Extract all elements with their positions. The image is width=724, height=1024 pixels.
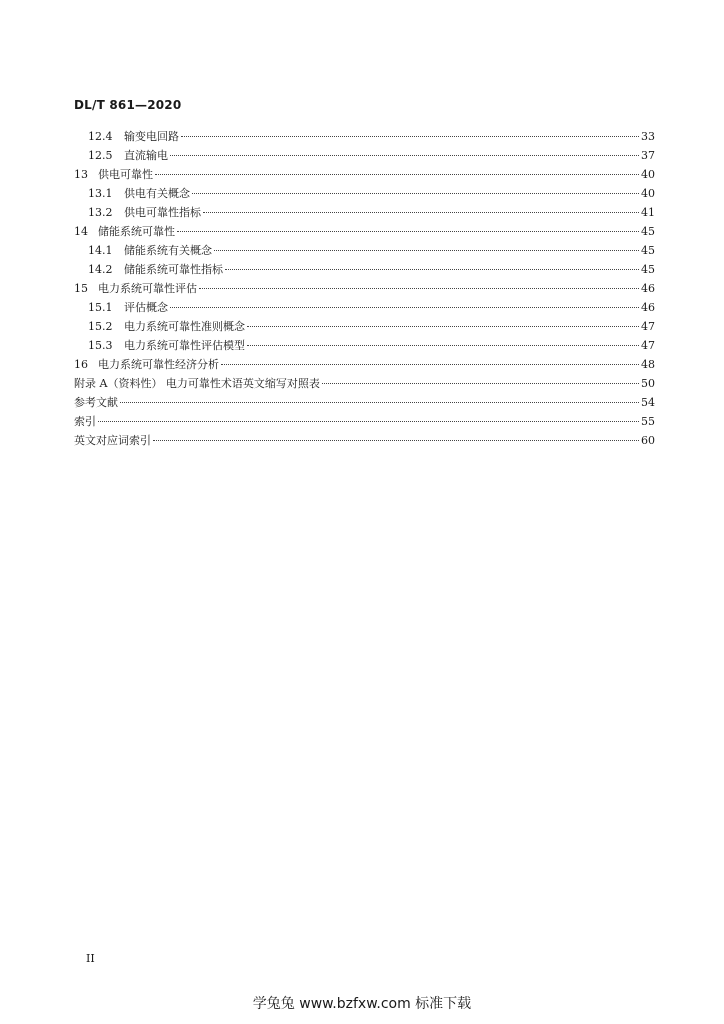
toc-entry[interactable]	[74, 146, 655, 165]
toc-entry[interactable]	[74, 412, 655, 431]
toc-leader-dots	[203, 211, 639, 213]
toc-entry-title: 储能系统可靠性	[98, 225, 175, 238]
toc-entry[interactable]	[74, 393, 655, 412]
toc-entry-number: 12.5	[88, 149, 113, 162]
toc-entry-number: 15	[74, 282, 88, 295]
toc-leader-dots	[221, 363, 639, 365]
toc-entry-title: 索引	[74, 415, 96, 428]
toc-entry-number: 15.2	[88, 320, 113, 333]
toc-entry-number: 13.2	[88, 206, 113, 219]
toc-entry[interactable]	[74, 336, 655, 355]
toc-entry-number: 14.1	[88, 244, 113, 257]
toc-entry-title: 评估概念	[124, 301, 168, 314]
toc-entry-page: 47	[641, 339, 655, 352]
toc-entry-title: 电力系统可靠性准则概念	[124, 320, 245, 333]
toc-entry-page: 41	[641, 206, 655, 219]
toc-entry-title: 电力系统可靠性经济分析	[98, 358, 219, 371]
toc-entry-page: 37	[641, 149, 655, 162]
toc-entry-page: 46	[641, 282, 655, 295]
toc-entry-number: 12.4	[88, 130, 113, 143]
toc-entry-title: 储能系统有关概念	[124, 244, 212, 257]
toc-entry-title: 电力系统可靠性评估	[98, 282, 197, 295]
page-number: II	[86, 952, 95, 965]
toc-leader-dots	[120, 401, 639, 403]
toc-entry-number: 16	[74, 358, 88, 371]
toc-entry-page: 40	[641, 168, 655, 181]
toc-entry-page: 55	[641, 415, 655, 428]
toc-entry[interactable]	[74, 374, 655, 393]
watermark-text: 学兔兔 www.bzfxw.com 标准下载	[252, 996, 472, 1012]
toc-leader-dots	[155, 173, 639, 175]
toc-entry-title: 附录 A（资料性） 电力可靠性术语英文缩写对照表	[74, 377, 320, 390]
toc-entry[interactable]	[74, 298, 655, 317]
toc-entry-number: 15.1	[88, 301, 113, 314]
toc-entry[interactable]	[74, 279, 655, 298]
toc-entry-title: 输变电回路	[124, 130, 179, 143]
toc-entry[interactable]	[74, 203, 655, 222]
toc-leader-dots	[181, 135, 639, 137]
toc-leader-dots	[322, 382, 639, 384]
toc-entry-number: 13	[74, 168, 88, 181]
toc-entry[interactable]	[74, 184, 655, 203]
toc-leader-dots	[170, 306, 639, 308]
toc-entry-title: 供电有关概念	[124, 187, 190, 200]
toc-entry-number: 15.3	[88, 339, 113, 352]
toc-entry[interactable]	[74, 260, 655, 279]
toc-leader-dots	[177, 230, 639, 232]
toc-entry[interactable]	[74, 127, 655, 146]
toc-entry-title: 供电可靠性	[98, 168, 153, 181]
toc-entry[interactable]	[74, 241, 655, 260]
toc-leader-dots	[247, 325, 639, 327]
toc-entry-title: 储能系统可靠性指标	[124, 263, 223, 276]
table-of-contents	[74, 127, 655, 450]
toc-entry-title: 直流输电	[124, 149, 168, 162]
toc-entry-number: 14.2	[88, 263, 113, 276]
toc-entry[interactable]	[74, 317, 655, 336]
toc-leader-dots	[153, 439, 639, 441]
toc-entry[interactable]	[74, 222, 655, 241]
toc-entry-page: 50	[641, 377, 655, 390]
toc-entry-page: 45	[641, 263, 655, 276]
toc-leader-dots	[192, 192, 639, 194]
toc-entry-number: 13.1	[88, 187, 113, 200]
toc-entry-page: 45	[641, 225, 655, 238]
toc-entry[interactable]	[74, 431, 655, 450]
toc-leader-dots	[247, 344, 639, 346]
toc-entry-number: 14	[74, 225, 88, 238]
toc-entry-page: 47	[641, 320, 655, 333]
toc-leader-dots	[170, 154, 639, 156]
toc-entry-page: 46	[641, 301, 655, 314]
toc-entry[interactable]	[74, 165, 655, 184]
toc-entry-page: 54	[641, 396, 655, 409]
toc-leader-dots	[199, 287, 639, 289]
toc-entry-page: 33	[641, 130, 655, 143]
toc-entry-page: 60	[641, 434, 655, 447]
toc-entry-title: 供电可靠性指标	[124, 206, 201, 219]
toc-entry-page: 48	[641, 358, 655, 371]
toc-entry-page: 40	[641, 187, 655, 200]
toc-entry-title: 英文对应词索引	[74, 434, 151, 447]
toc-leader-dots	[225, 268, 639, 270]
toc-entry-title: 参考文献	[74, 396, 118, 409]
toc-leader-dots	[214, 249, 639, 251]
toc-leader-dots	[98, 420, 639, 422]
toc-entry-title: 电力系统可靠性评估模型	[124, 339, 245, 352]
document-code-header: DL/T 861—2020	[74, 98, 182, 112]
toc-entry-page: 45	[641, 244, 655, 257]
toc-entry[interactable]	[74, 355, 655, 374]
